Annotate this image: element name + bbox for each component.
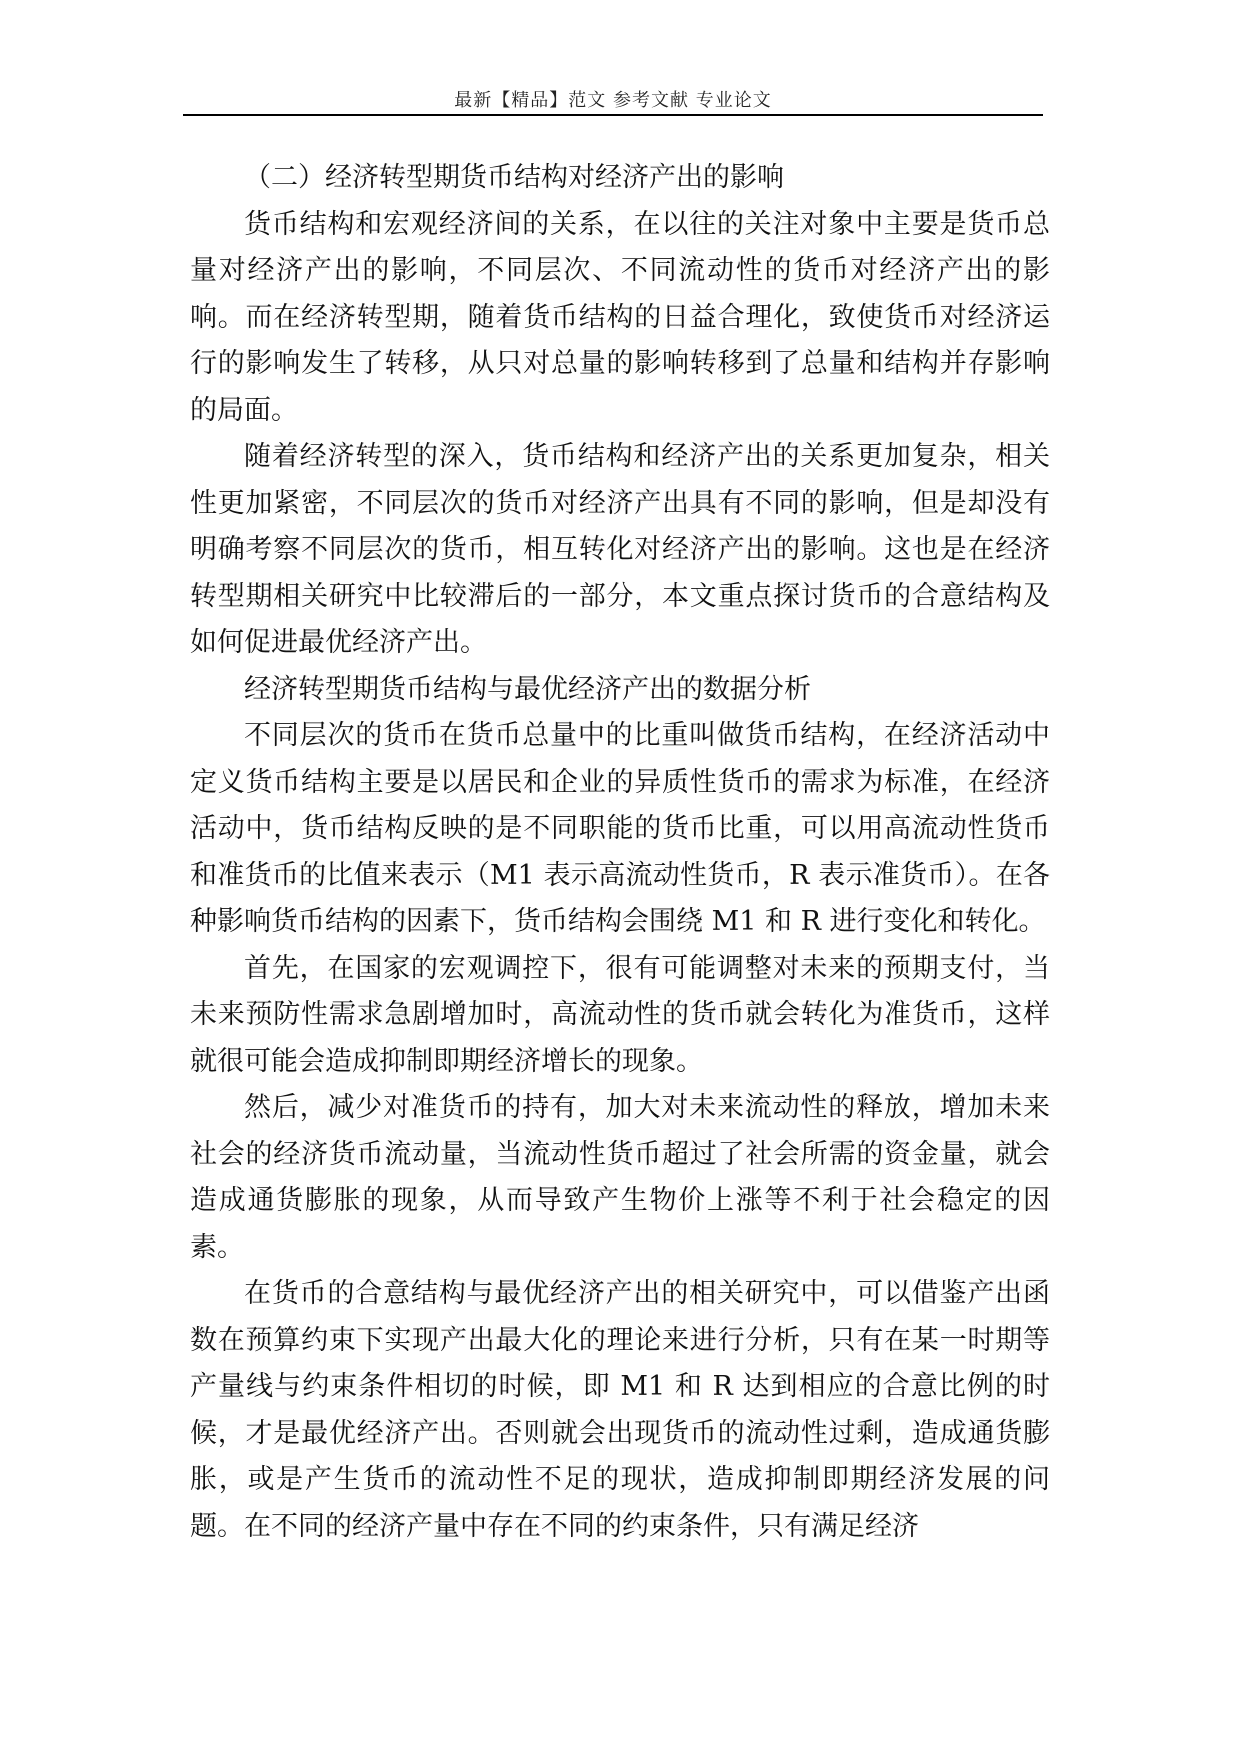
paragraph: 在货币的合意结构与最优经济产出的相关研究中，可以借鉴产出函数在预算约束下实现产出最大化的理论来进行分析，只有在某一时期等产量线与约束条件相切的时候，即 M1 和 R 达到相应的合意比例的时候，才是最优经济产出。否则就会出现货币的流动性过剩，造成通货膨胀，或是产生货币的流动性不足的现状，造成抑制即期经济发展的问题。在不同的经济产量中存在不同的约束条件，只有满足经济 [190, 1278, 1050, 1542]
section-heading: 经济转型期货币结构与最优经济产出的数据分析 [244, 673, 811, 705]
header-rule [183, 114, 1043, 116]
section-heading: （二）经济转型期货币结构对经济产出的影响 [244, 162, 784, 193]
page-header: 最新【精品】范文 参考文献 专业论文 [454, 90, 772, 111]
paragraph: 首先，在国家的宏观调控下，很有可能调整对未来的预期支付，当未来预防性需求急剧增加时，高流动性的货币就会转化为准货币，这样就很可能会造成抑制即期经济增长的现象。 [190, 952, 1050, 1077]
document-body [190, 155, 1050, 1550]
paragraph: 然后，减少对准货币的持有，加大对未来流动性的释放，增加未来社会的经济货币流动量，当流动性货币超过了社会所需的资金量，就会造成通货膨胀的现象，从而导致产生物价上涨等不利于社会稳定的因素。 [190, 1092, 1050, 1263]
paragraph: 不同层次的货币在货币总量中的比重叫做货币结构，在经济活动中定义货币结构主要是以居民和企业的异质性货币的需求为标准，在经济活动中，货币结构反映的是不同职能的货币比重，可以用高流动性货币和准货币的比值来表示（M1 表示高流动性货币，R 表示准货币）。在各种影响货币结构的因素下，货币结构会围绕 M1 和 R 进行变化和转化。 [190, 720, 1050, 937]
paragraph: 货币结构和宏观经济间的关系，在以往的关注对象中主要是货币总量对经济产出的影响，不同层次、不同流动性的货币对经济产出的影响。而在经济转型期，随着货币结构的日益合理化，致使货币对经济运行的影响发生了转移，从只对总量的影响转移到了总量和结构并存影响的局面。 [190, 208, 1050, 426]
paragraph: 随着经济转型的深入，货币结构和经济产出的关系更加复杂，相关性更加紧密，不同层次的货币对经济产出具有不同的影响，但是却没有明确考察不同层次的货币，相互转化对经济产出的影响。这也是在经济转型期相关研究中比较滞后的一部分，本文重点探讨货币的合意结构及如何促进最优经济产出。 [190, 441, 1050, 658]
